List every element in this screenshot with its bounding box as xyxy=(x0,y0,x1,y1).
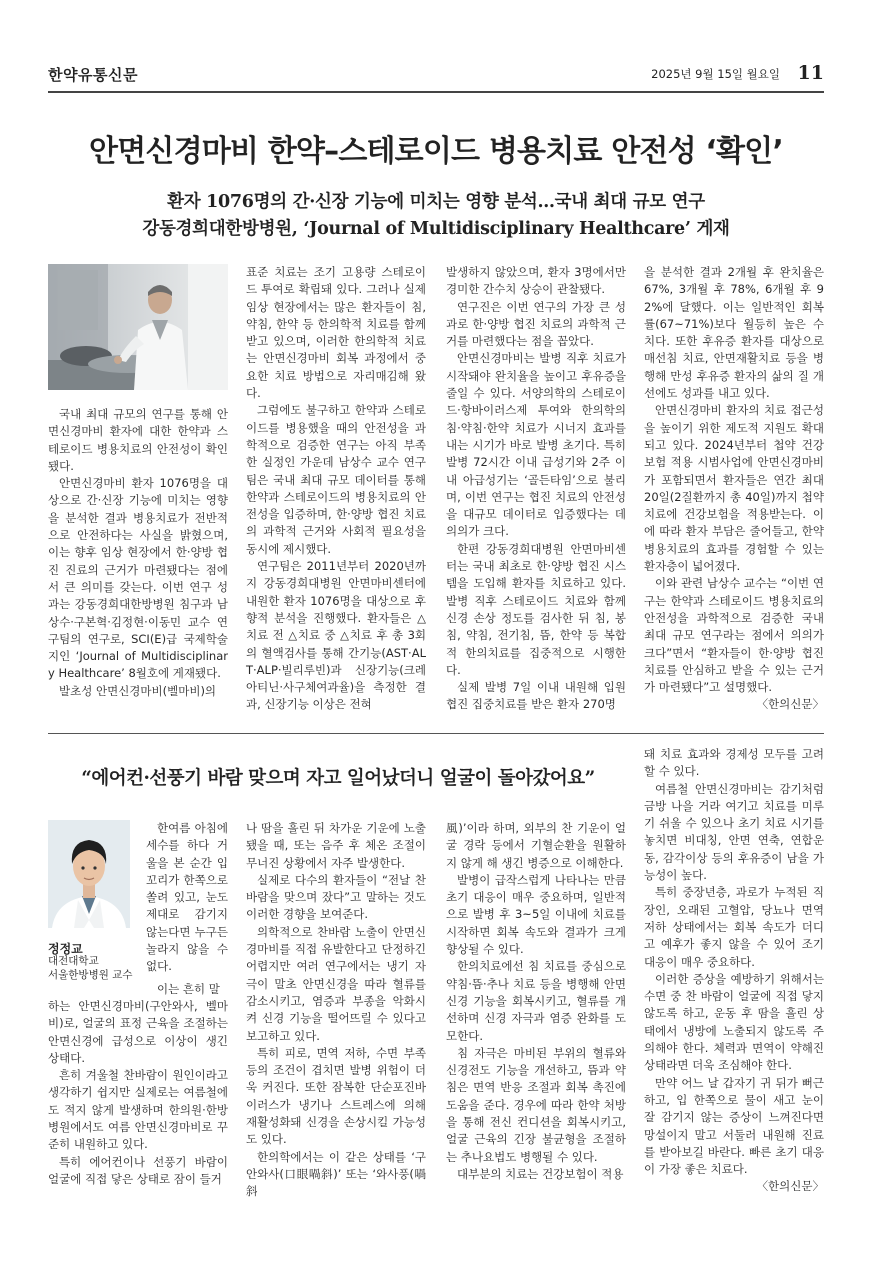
paragraph: 이러한 증상을 예방하기 위해서는 수면 중 찬 바람이 얼굴에 직접 닿지 않도록 하고, 운동 후 땀을 흘린 상태에서 냉방에 노출되지 않도록 주의해야 한다. 체력과 면역이 약해진 상태라면 더욱 조심해야 한다. xyxy=(644,971,824,1073)
article1-column-2 xyxy=(246,264,426,714)
article1-subheadline-2: 강동경희대한방병원, ‘Journal of Multidisciplinary Healthcare’ 게재 xyxy=(142,219,730,239)
paragraph: 만약 어느 날 갑자기 귀 뒤가 뻐근하고, 입 한쪽으로 물이 새고 눈이 잘 감기지 않는 증상이 느껴진다면 망설이지 말고 서둘러 내원해 진료를 받아보길 바란다. 빠른 초기 대응이 가장 좋은 치료다. xyxy=(644,1075,824,1177)
article2-column-2 xyxy=(246,820,426,1201)
paragraph: 발생하지 않았으며, 환자 3명에서만 경미한 간수치 상승이 관찰됐다. xyxy=(446,265,626,297)
paragraph: 표준 치료는 조기 고용량 스테로이드 투여로 확립돼 있다. 그러나 실제 임상 현장에서는 많은 환자들이 침, 약침, 한약 등 한의학적 치료를 함께 받고 있으며, 이러한 한의학적 치료는 안면신경마비 회복 과정에서 중요한 치료 방법으로 자리매김해 왔다. xyxy=(246,265,426,401)
author-affiliation: 대전대학교 xyxy=(48,955,99,967)
author-affiliation: 서울한방병원 교수 xyxy=(48,969,133,981)
paragraph: 한의학에서는 이 같은 상태를 ‘구안와사(口眼喎斜)’ 또는 ‘와사풍(喎斜 xyxy=(246,1149,426,1199)
article1-column-1 xyxy=(48,406,228,700)
paragraph: 안면신경마비는 발병 직후 치료가 시작돼야 완치율을 높이고 후유증을 줄일 수 있다. 서양의학의 스테로이드·항바이러스제 투여와 한의학의 침·약침·한약 치료가 시너지 효과를 내는 시기가 바로 발병 초기다. 특히 발병 72시간 이내 급성기와 2주 이내 아급성기는 ‘골든타임’으로 불리며, 이번 연구는 협진 치료의 안전성을 대규모 데이터로 입증했다는 데 의의가 크다. xyxy=(446,351,626,539)
paragraph: 연구팀은 2011년부터 2020년까지 강동경희대병원 안면마비센터에 내원한 환자 1076명을 대상으로 후향적 분석을 진행했다. 환자들은 △치료 전 △치료 중 △치료 후 총 3회의 혈액검사를 통해 간기능(AST·ALT·ALP·빌리루빈)과 신장기능(크레아티닌·사구체여과율)을 측정한 결과, 신장기능 이상은 전혀 xyxy=(246,559,426,712)
author-name: 정정교 xyxy=(48,942,83,956)
paragraph: 이는 흔히 말 xyxy=(157,982,220,996)
paragraph: 연구진은 이번 연구의 가장 큰 성과로 한·양방 협진 치료의 과학적 근거를 마련했다는 점을 꼽았다. xyxy=(446,299,626,349)
issue-date: 2025년 9월 15일 월요일 xyxy=(651,67,780,81)
article2-credit: 〈한의신문〉 xyxy=(756,1179,824,1194)
paragraph: 한의치료에선 침 치료를 중심으로 약침·뜸·추나 치료 등을 병행해 안면신경 기능을 회복시키고, 혈류를 개선하며 신경 자극과 염증 완화를 도모한다. xyxy=(446,959,626,1043)
paragraph: 특히 중장년층, 과로가 누적된 직장인, 오래된 고혈압, 당뇨나 면역 저하 상태에서는 회복 속도가 더디고 예후가 좋지 않을 수 있어 조기 대응이 매우 중요하다. xyxy=(644,885,824,969)
paragraph: 한여름 아침에 세수를 하다 거울을 본 순간 입꼬리가 한쪽으로 쏠려 있고, 눈도 제대로 감기지 않는다면 누구든 놀라지 않을 수 없다. xyxy=(146,821,228,974)
doctor-treatment-photo xyxy=(48,264,228,390)
paragraph: 이와 관련 남상수 교수는 “이번 연구는 한약과 스테로이드 병용치료의 안전성을 과학적으로 검증한 국내 최대 규모 연구라는 점에서 의의가 크다”면서 “환자들이 한·양방 협진치료를 안심하고 받을 수 있는 근거가 마련됐다”고 설명했다. xyxy=(644,576,824,695)
article2-column-1-wrap xyxy=(146,820,228,976)
paragraph: 여름철 안면신경마비는 감기처럼 금방 나을 거라 여기고 치료를 미루기 쉬울 수 있으나 초기 치료 시기를 놓치면 비대칭, 안면 연축, 연합운동, 감각이상 등의 후유증이 남을 가능성이 높다. xyxy=(644,781,824,883)
paragraph: 실제 발병 7일 이내 내원해 입원 협진 집중치료를 받은 환자 270명 xyxy=(446,680,626,712)
article1-column-4 xyxy=(644,264,824,714)
page-number: 11 xyxy=(797,62,824,84)
paragraph: 안면신경마비 환자 1076명을 대상으로 간·신장 기능에 미치는 영향을 분석한 결과 병용치료가 전반적으로 안전하다는 사실을 밝혔으며, 이는 향후 임상 현장에서 한·양방 협진 진료의 근거가 마련됐다는 점에서 큰 의미를 갖는다. 이번 연구 성과는 강동경희대한방병원 침구과 남상수·구본혁·김정현·이동민 교수 연구팀의 연구로, SCI(E)급 국제학술지인 ‘Journal of Multidisciplinary Healthcare’ 8월호에 게재됐다. xyxy=(48,476,228,681)
paragraph: 국내 최대 규모의 연구를 통해 안면신경마비 환자에 대한 한약과 스테로이드 병용치료의 안전성이 확인됐다. xyxy=(48,407,228,473)
paragraph: 안면신경마비 환자의 치료 접근성을 높이기 위한 제도적 지원도 확대되고 있다. 2024년부터 첩약 건강보험 적용 시범사업에 안면신경마비가 포함되면서 환자들은 연간 최대 20일(2질환까지 총 40일)까지 첩약 치료에 건강보험을 적용받는다. 이에 따라 환자 부담은 줄어들고, 한약 병용치료의 효과를 경험할 수 있는 환자층이 넓어졌다. xyxy=(644,403,824,574)
paragraph: 발초성 안면신경마비(벨마비)의 xyxy=(59,683,217,698)
article1-subheadline-1: 환자 1076명의 간·신장 기능에 미치는 영향 분석…국내 최대 규모 연구 xyxy=(167,192,705,212)
paragraph: 흔히 겨울철 찬바람이 원인이라고 생각하기 쉽지만 실제로는 여름철에도 적지 않게 발생하며 한의원·한방병원에서도 여름 안면신경마비로 꾸준히 내원하고 있다. xyxy=(48,1068,228,1152)
paragraph: 風)’이라 하며, 외부의 찬 기운이 얼굴 경락 등에서 기혈순환을 원활하지 않게 해 생긴 병증으로 이해한다. xyxy=(446,821,626,870)
paragraph: 실제로 다수의 환자들이 “전날 찬 바람을 맞으며 잤다”고 말하는 것도 이러한 경향을 보여준다. xyxy=(246,872,426,922)
paragraph: 한편 강동경희대병원 안면마비센터는 국내 최초로 한·양방 협진 시스템을 도입해 환자를 치료하고 있다. 발병 직후 스테로이드 치료와 함께 신경 손상 정도를 검사한 뒤 침, 봉침, 약침, 전기침, 뜸, 한약 등 복합적 한의치료를 집중적으로 시행한다. xyxy=(446,541,626,677)
paragraph: 나 땀을 흘린 뒤 차가운 기운에 노출됐을 때, 또는 음주 후 체온 조절이 무너진 상황에서 자주 발생한다. xyxy=(246,821,426,870)
newspaper-masthead: 한약유통신문 xyxy=(48,66,138,84)
article2-column-1 xyxy=(48,998,228,1188)
author-portrait xyxy=(48,820,130,928)
article2-headline: “에어컨·선풍기 바람 맞으며 자고 일어났더니 얼굴이 돌아갔어요” xyxy=(81,768,595,789)
article2-column-3 xyxy=(446,820,626,1183)
section-divider xyxy=(48,733,824,734)
paragraph: 침 자극은 마비된 부위의 혈류와 신경전도 기능을 개선하고, 뜸과 약침은 면역 반응 조절과 회복 촉진에 도움을 준다. 경우에 따라 한약 처방을 통해 전신 컨디션을 회복시키고, 얼굴 근육의 긴장 불균형을 조절하는 추나요법도 병행될 수 있다. xyxy=(446,1045,626,1164)
paragraph: 하는 안면신경마비(구안와사, 벨마비)로, 얼굴의 표정 근육을 조절하는 안면신경에 급성으로 이상이 생긴 상태다. xyxy=(48,999,228,1065)
header-rule xyxy=(48,91,824,93)
paragraph: 을 분석한 결과 2개월 후 완치율은 67%, 3개월 후 78%, 6개월 후 92%에 달했다. 이는 일반적인 회복률(67~71%)보다 월등히 높은 수치다. 또한 후유증 환자를 대상으로 매선침 치료, 안면재활치료 등을 병행해 만성 후유증 환자의 삶의 질 개선에도 성과를 내고 있다. xyxy=(644,265,824,401)
paragraph: 발병이 급작스럽게 나타나는 만큼 초기 대응이 매우 중요하며, 일반적으로 발병 후 3~5일 이내에 치료를 시작하면 회복 속도와 결과가 크게 향상될 수 있다. xyxy=(446,872,626,957)
paragraph: 특히 에어컨이나 선풍기 바람이 얼굴에 직접 닿은 상태로 잠이 들거 xyxy=(48,1154,228,1186)
article1-credit: 〈한의신문〉 xyxy=(756,697,824,712)
article1-column-3 xyxy=(446,264,626,714)
article2-column-4 xyxy=(644,746,824,1196)
paragraph: 대부분의 치료는 건강보험이 적용 xyxy=(457,1166,624,1181)
article2-column-1-wrap xyxy=(146,981,228,998)
paragraph: 특히 피로, 면역 저하, 수면 부족 등의 조건이 겹치면 발병 위험이 더욱 커진다. 또한 잠복한 단순포진바이러스가 냉기나 스트레스에 의해 재활성화돼 신경을 손상시킬 가능성도 있다. xyxy=(246,1045,426,1147)
paragraph: 돼 치료 효과와 경제성 모두를 고려할 수 있다. xyxy=(644,747,824,779)
article1-headline: 안면신경마비 한약–스테로이드 병용치료 안전성 ‘확인’ xyxy=(89,134,783,169)
paragraph: 그럼에도 불구하고 한약과 스테로이드를 병용했을 때의 안전성을 과학적으로 검증한 연구는 아직 부족한 실정인 가운데 남상수 교수 연구팀은 국내 최대 규모 데이터를 통해 한약과 스테로이드의 병용치료의 안전성을 입증하며, 한·양방 협진 치료의 과학적 근거와 사회적 필요성을 동시에 제시했다. xyxy=(246,403,426,556)
paragraph: 의학적으로 찬바람 노출이 안면신경마비를 직접 유발한다고 단정하긴 어렵지만 여러 연구에서는 냉기 자극이 말초 안면신경을 따라 혈류를 감소시키고, 염증과 부종을 악화시켜 신경 기능을 떨어뜨릴 수 있다고 보고하고 있다. xyxy=(246,924,426,1043)
